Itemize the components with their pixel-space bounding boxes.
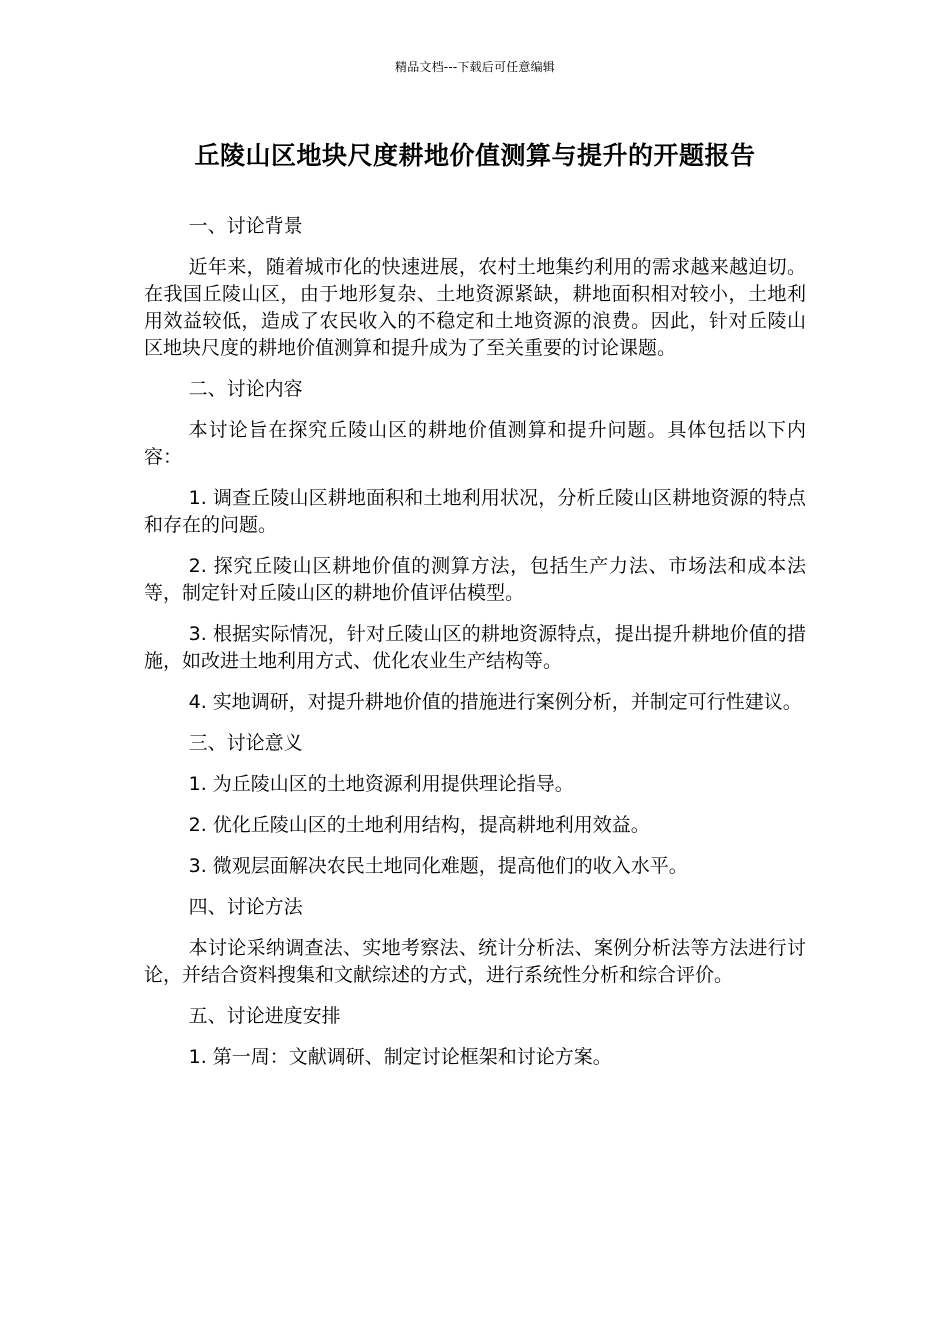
list-item-content-4: 4. 实地调研，对提升耕地价值的措施进行案例分析，并制定可行性建议。 <box>188 691 802 713</box>
paragraph-content-intro: 本讨论旨在探究丘陵山区的耕地价值测算和提升问题。具体包括以下内容： <box>144 419 806 468</box>
section-heading-content: 二、讨论内容 <box>188 378 303 400</box>
section-heading-methods: 四、讨论方法 <box>188 896 303 918</box>
list-item-schedule-1: 1. 第一周：文献调研、制定讨论框架和讨论方案。 <box>188 1046 612 1068</box>
list-item-content-2: 2. 探究丘陵山区耕地价值的测算方法，包括生产力法、市场法和成本法等，制定针对丘陵山区的耕地价值评估模型。 <box>144 555 806 604</box>
paragraph-methods: 本讨论采纳调查法、实地考察法、统计分析法、案例分析法等方法进行讨论，并结合资料搜集和文献综述的方式，进行系统性分析和综合评价。 <box>144 937 806 986</box>
section-heading-background: 一、讨论背景 <box>188 215 303 237</box>
list-item-content-3: 3. 根据实际情况，针对丘陵山区的耕地资源特点，提出提升耕地价值的措施，如改进土地利用方式、优化农业生产结构等。 <box>144 623 806 672</box>
list-item-significance-3: 3. 微观层面解决农民土地同化难题，提高他们的收入水平。 <box>188 855 688 877</box>
list-item-content-1: 1. 调查丘陵山区耕地面积和土地利用状况，分析丘陵山区耕地资源的特点和存在的问题。 <box>144 487 806 536</box>
document-body <box>144 213 806 1085</box>
page-header-note: 精品文档---下载后可任意编辑 <box>395 60 555 74</box>
list-item-significance-2: 2. 优化丘陵山区的土地利用结构，提高耕地利用效益。 <box>188 814 650 836</box>
paragraph-background: 近年来，随着城市化的快速进展，农村土地集约利用的需求越来越迫切。在我国丘陵山区，由于地形复杂、土地资源紧缺，耕地面积相对较小，土地利用效益较低，造成了农民收入的不稳定和土地资源的浪费。因此，针对丘陵山区地块尺度的耕地价值测算和提升成为了至关重要的讨论课题。 <box>144 256 806 359</box>
section-heading-schedule: 五、讨论进度安排 <box>188 1005 341 1027</box>
document-title: 丘陵山区地块尺度耕地价值测算与提升的开题报告 <box>194 141 756 170</box>
list-item-significance-1: 1. 为丘陵山区的土地资源利用提供理论指导。 <box>188 773 574 795</box>
section-heading-significance: 三、讨论意义 <box>188 732 303 754</box>
